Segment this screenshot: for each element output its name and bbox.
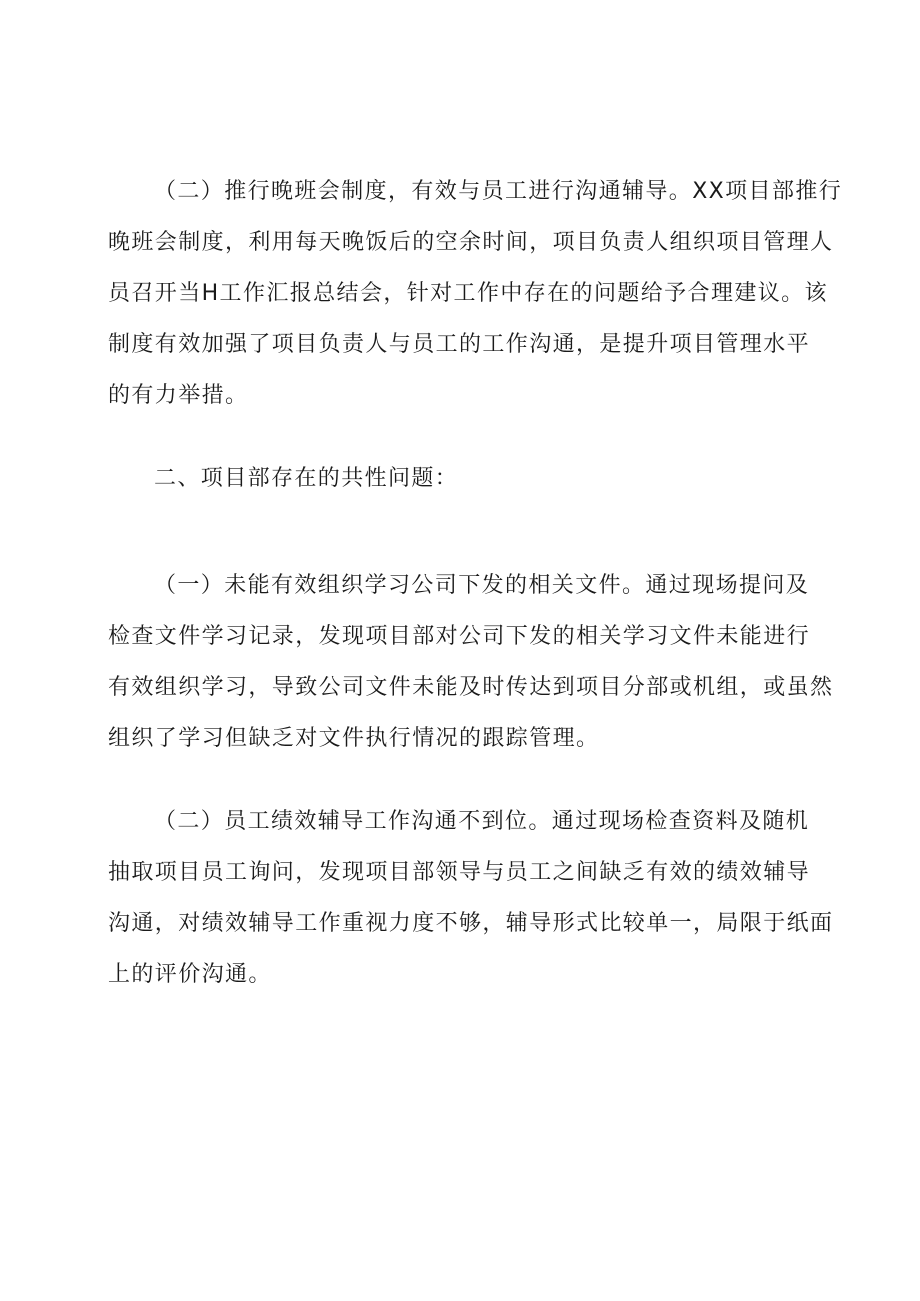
paragraph-line: （一）未能有效组织学习公司下发的相关文件。通过现场提问及 (154, 573, 810, 598)
paragraph-performance-coaching (108, 796, 834, 1000)
paragraph-line: 检查文件学习记录，发现项目部对公司下发的相关学习文件未能进行 (108, 624, 811, 649)
paragraph-line: 有效组织学习，导致公司文件未能及时传达到项目分部或机组，或虽然 (108, 675, 834, 700)
paragraph-line: （二）推行晚班会制度，有效与员工进行沟通辅导。XX项目部推行 (154, 179, 843, 204)
paragraph-document-study (108, 560, 834, 764)
paragraph-line: 沟通，对绩效辅导工作重视力度不够，辅导形式比较单一，局限于纸面 (108, 911, 834, 936)
paragraph-line: 组织了学习但缺乏对文件执行情况的跟踪管理。 (108, 726, 600, 751)
paragraph-line: 晚班会制度，利用每天晚饭后的空余时间，项目负责人组织项目管理人 (108, 230, 834, 255)
paragraph-evening-meeting (108, 166, 843, 421)
paragraph-line: 上的评价沟通。 (108, 962, 272, 987)
paragraph-line: 员召开当H工作汇报总结会，针对工作中存在的问题给予合理建议。该 (108, 281, 828, 306)
section-heading (108, 461, 818, 497)
paragraph-line: （二）员工绩效辅导工作沟通不到位。通过现场检查资料及随机 (154, 809, 810, 834)
paragraph-line: 制度有效加强了项目负责人与员工的工作沟通，是提升项目管理水平 (108, 332, 811, 357)
paragraph-line: 的有力举措。 (108, 383, 249, 408)
section-heading-text: 二、项目部存在的共性问题： (154, 466, 459, 491)
paragraph-line: 抽取项目员工询问，发现项目部领导与员工之间缺乏有效的绩效辅导 (108, 860, 811, 885)
